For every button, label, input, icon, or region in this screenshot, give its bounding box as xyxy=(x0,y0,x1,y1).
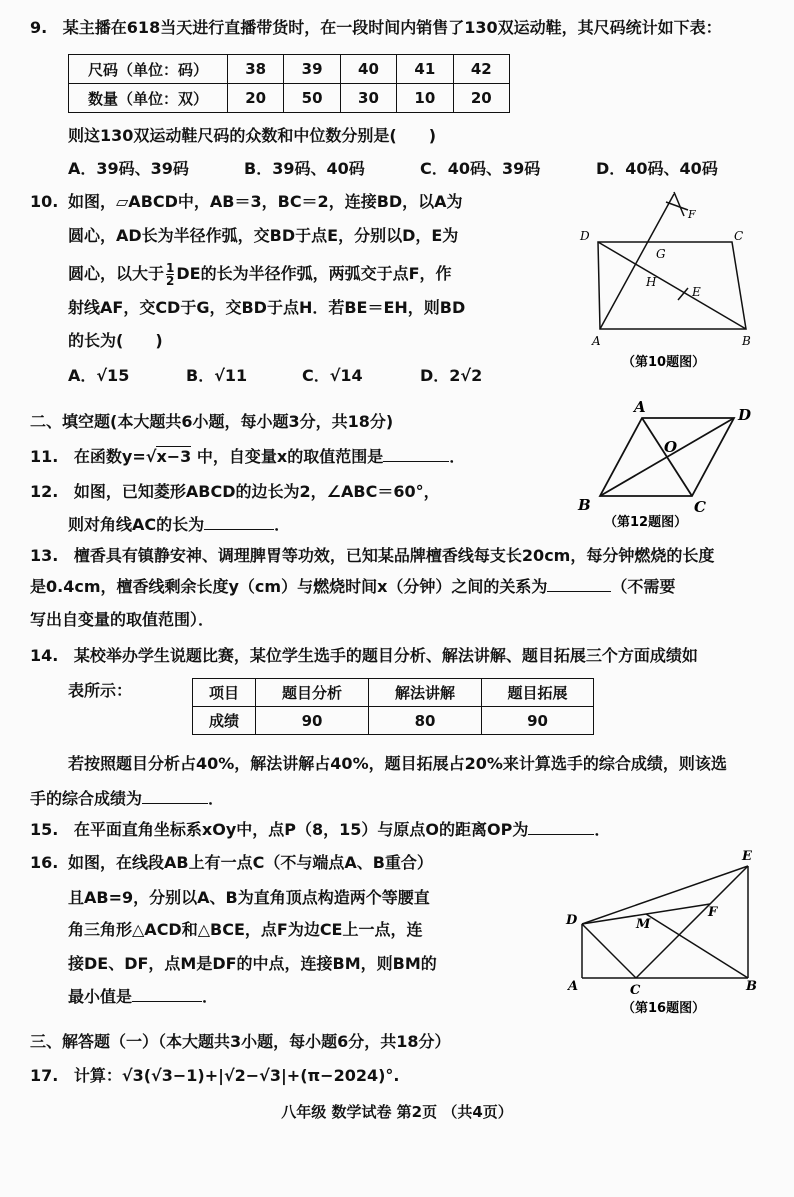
q10-line: 如图，▱ABCD中，AB＝3，BC＝2，连接BD，以A为 xyxy=(68,192,463,211)
figure-label: A xyxy=(568,979,579,994)
fraction-denominator: 2 xyxy=(166,274,175,288)
q14-text: 某校举办学生说题比赛，某位学生选手的题目分析、解法讲解、题目拓展三个方面成绩如 xyxy=(73,646,698,665)
q16-line: 且AB=9，分别以A、B为直角顶点构造两个等腰直 xyxy=(68,888,430,907)
table-cell: 50 xyxy=(284,84,340,113)
figure-label: E xyxy=(742,849,752,864)
q13-line3: 写出自变量的取值范围）． xyxy=(30,610,215,629)
q10-option-b: B．√11 xyxy=(186,366,248,385)
q12-text: 如图，已知菱形ABCD的边长为2，∠ABC＝60°， xyxy=(73,482,440,501)
q14-score-table xyxy=(192,678,594,735)
figure-label: M xyxy=(636,917,651,932)
q9-question: 则这130双运动鞋尺码的众数和中位数分别是( ) xyxy=(68,126,437,145)
table-cell: 题目分析 xyxy=(256,679,369,707)
q9-table-row xyxy=(69,84,510,113)
q14-table-row xyxy=(193,679,594,707)
q12-number: 12. xyxy=(30,482,59,501)
q14-number: 14. xyxy=(30,646,59,665)
q9-stem xyxy=(30,18,722,38)
q12-line2 xyxy=(68,515,290,535)
table-cell: 80 xyxy=(369,707,482,735)
q9-text: 某主播在618当天进行直播带货时，在一段时间内销售了130双运动鞋，其尺码统计如下表： xyxy=(62,18,722,37)
q10-option-c: C．√14 xyxy=(302,366,363,385)
figure-label: D xyxy=(580,229,590,243)
table-cell: 10 xyxy=(397,84,453,113)
section-2-title: 二、填空题(本大题共6小题，每小题3分，共18分) xyxy=(30,412,394,431)
q15-number: 15. xyxy=(30,820,59,839)
sqrt-symbol: √ xyxy=(145,447,157,466)
figure-label: E xyxy=(692,285,701,299)
q16-text: 最小值是 xyxy=(68,987,133,1006)
q10-line: 射线AF，交CD于G，交BD于点H．若BE＝EH，则BD xyxy=(68,298,466,317)
q9-option-c: C．40码、39码 xyxy=(420,159,541,178)
q10-line-part: 圆心，以大于 xyxy=(68,264,165,283)
section-3-title: 三、解答题（一）（本大题共3小题，每小题6分，共18分） xyxy=(30,1032,451,1051)
table-cell: 38 xyxy=(228,55,284,84)
q13-line2 xyxy=(30,577,675,597)
q14-line3: 若按照题目分析占40%，解法讲解占40%，题目拓展占20%来计算选手的综合成绩，则该选 xyxy=(68,754,727,773)
figure-label: C xyxy=(734,229,744,243)
answer-blank[interactable] xyxy=(142,789,208,804)
table-cell: 尺码（单位：码） xyxy=(69,55,228,84)
q13-number: 13. xyxy=(30,546,59,565)
table-cell: 解法讲解 xyxy=(369,679,482,707)
q13-line1 xyxy=(30,546,714,566)
q11-text: 中，自变量x的取值范围是 xyxy=(196,447,384,466)
figure-label: G xyxy=(656,247,666,261)
q14-line2: 表所示： xyxy=(68,681,133,700)
q10-figure xyxy=(570,188,770,378)
q16-figure xyxy=(562,846,766,1024)
q14-text: 手的综合成绩为 xyxy=(30,789,143,808)
fraction-numerator: 1 xyxy=(166,261,175,275)
figure-caption: （第12题图） xyxy=(604,515,688,530)
q12-figure xyxy=(568,394,768,534)
q10-line xyxy=(68,262,452,287)
table-cell: 40 xyxy=(340,55,396,84)
figure-label: A xyxy=(634,398,646,416)
table-cell: 42 xyxy=(453,55,509,84)
figure-label: F xyxy=(688,208,696,221)
q10-number: 10. xyxy=(30,192,59,211)
figure-label: F xyxy=(708,905,718,920)
q9-option-a: A．39码、39码 xyxy=(68,159,189,178)
q10-line: 圆心，AD长为半径作弧，交BD于点E，分别以D，E为 xyxy=(68,226,459,245)
figure-label: D xyxy=(566,913,578,928)
q12-text: 则对角线AC的长为 xyxy=(68,515,205,534)
q10-option-a: A．√15 xyxy=(68,366,130,385)
q17-text: 计算：√3(√3−1)+|√2−√3|+(π−2024)°. xyxy=(73,1066,400,1085)
q17 xyxy=(30,1066,400,1086)
q11-number: 11. xyxy=(30,447,59,466)
q9-option-b: B．39码、40码 xyxy=(244,159,365,178)
figure-label: B xyxy=(746,979,757,994)
figure-label: A xyxy=(592,334,601,348)
q9-number: 9. xyxy=(30,18,48,37)
q9-table-row xyxy=(69,55,510,84)
q10-option-d: D．2√2 xyxy=(420,366,483,385)
figure-label: C xyxy=(694,498,706,516)
q11-text-end: ． xyxy=(449,447,466,466)
figure-label: C xyxy=(630,983,641,998)
q13-text: 檀香具有镇静安神、调理脾胃等功效，已知某品牌檀香线每支长20cm，每分钟燃烧的长度 xyxy=(73,546,715,565)
figure-label: D xyxy=(738,406,752,424)
table-cell: 39 xyxy=(284,55,340,84)
table-cell: 90 xyxy=(256,707,369,735)
q11-text: 在函数y= xyxy=(73,447,146,466)
q12-line1 xyxy=(30,482,440,502)
q17-number: 17. xyxy=(30,1066,59,1085)
table-cell: 20 xyxy=(228,84,284,113)
table-cell: 项目 xyxy=(193,679,256,707)
q16-line: 接DE、DF，点M是DF的中点，连接BM，则BM的 xyxy=(68,954,437,973)
figure-caption: （第16题图） xyxy=(622,1001,706,1016)
q13-text: 是0.4cm，檀香线剩余长度y（cm）与燃烧时间x（分钟）之间的关系为 xyxy=(30,577,548,596)
q12-text-end: ． xyxy=(274,515,291,534)
q10-line-part: DE的长为半径作弧，两弧交于点F，作 xyxy=(176,264,452,283)
table-cell: 41 xyxy=(397,55,453,84)
answer-blank[interactable] xyxy=(132,987,202,1002)
q10-line: 的长为( ) xyxy=(68,331,163,350)
q16-line: 角三角形△ACD和△BCE，点F为边CE上一点，连 xyxy=(68,920,423,939)
q14-line4 xyxy=(30,789,224,809)
q15-text: 在平面直角坐标系xOy中，点P（8，15）与原点O的距离OP为 xyxy=(73,820,529,839)
q9-option-d: D．40码、40码 xyxy=(596,159,718,178)
table-cell: 20 xyxy=(453,84,509,113)
q13-text: （不需要 xyxy=(611,577,676,596)
page-footer: 八年级 数学试卷 第2页 （共4页） xyxy=(281,1103,513,1121)
q16-number: 16. xyxy=(30,853,59,872)
table-cell: 30 xyxy=(340,84,396,113)
q14-line1 xyxy=(30,646,698,666)
figure-label: O xyxy=(664,438,678,456)
q15 xyxy=(30,820,610,840)
table-cell: 90 xyxy=(482,707,594,735)
table-cell: 成绩 xyxy=(193,707,256,735)
answer-blank[interactable] xyxy=(528,820,594,835)
figure-label: B xyxy=(742,334,751,348)
q14-table-row xyxy=(193,707,594,735)
q16-line xyxy=(68,987,218,1007)
q15-text-end: ． xyxy=(594,820,611,839)
q14-text-end: ． xyxy=(208,789,225,808)
table-cell: 题目拓展 xyxy=(482,679,594,707)
q9-size-table xyxy=(68,54,510,113)
table-cell: 数量（单位：双） xyxy=(69,84,228,113)
figure-label: H xyxy=(646,275,657,289)
answer-blank[interactable] xyxy=(383,447,449,462)
answer-blank[interactable] xyxy=(204,515,274,530)
q11 xyxy=(30,447,465,467)
answer-blank[interactable] xyxy=(547,577,611,592)
figure-label: B xyxy=(578,496,591,514)
q16-text-end: ． xyxy=(202,987,219,1006)
q10-fraction xyxy=(166,262,174,287)
figure-caption: （第10题图） xyxy=(622,355,706,370)
q16-line: 如图，在线段AB上有一点C（不与端点A、B重合） xyxy=(68,853,433,872)
q11-radicand: x−3 xyxy=(156,447,192,466)
